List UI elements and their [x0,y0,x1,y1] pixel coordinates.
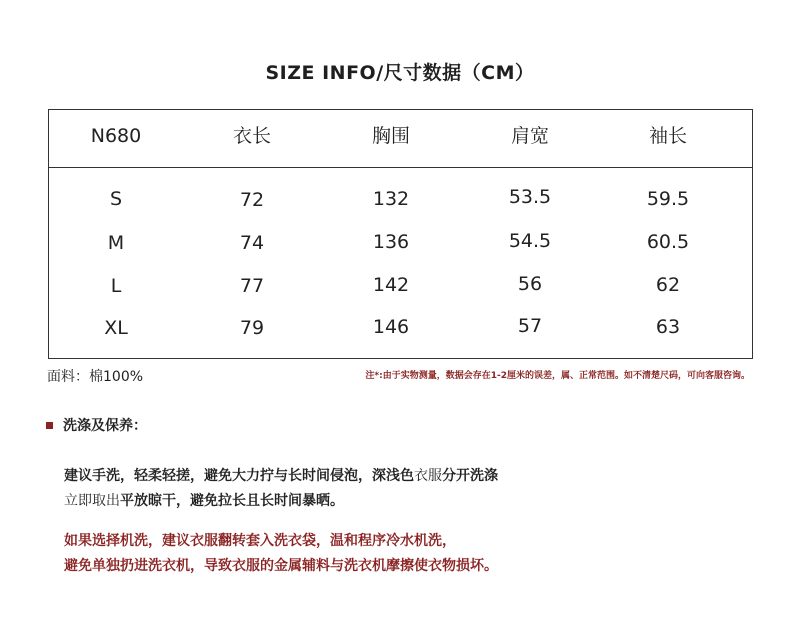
table-cell-sleeve: 62 [655,274,681,296]
table-header-shoulder: 肩宽 [510,125,549,147]
table-header-sleeve: 袖长 [648,125,687,147]
table-cell-length: 74 [239,232,265,254]
table-cell-sleeve: 60.5 [646,231,690,253]
table-cell-length: 77 [239,275,265,297]
table-cell-sleeve: 59.5 [646,188,690,210]
care-instruction-line [64,465,498,485]
table-header-chest: 胸围 [371,125,410,147]
table-header-length: 衣长 [232,125,271,147]
table-cell-size: L [110,275,122,297]
table-cell-size: XL [104,317,128,339]
square-bullet-icon [46,422,53,429]
table-cell-chest: 142 [372,274,410,296]
table-cell-length: 72 [239,189,265,211]
table-header-divider [49,167,752,168]
machine-wash-note: 避免单独扔进洗衣机，导致衣服的金属辅料与洗衣机摩擦使衣物损坏。 [64,558,498,574]
care-heading [46,415,147,435]
table-cell-sleeve: 63 [655,316,681,338]
care-text-bold: 建议手洗，轻柔轻搓，避免大力拧与长时间侵泡，深浅色 [64,468,414,484]
care-heading-label: 洗涤及保养： [63,418,147,434]
care-text-regular: 立即取出 [64,493,120,509]
care-text-bold: 分开洗涤 [442,468,498,484]
table-cell-size: M [107,232,125,254]
measurement-note: 注*:由于实物测量，数据会存在1-2厘米的误差，属、正常范围。如不清楚尺码，可向客服咨询。 [365,371,750,381]
table-cell-size: S [109,188,123,210]
table-cell-chest: 136 [372,231,410,253]
table-cell-shoulder: 56 [517,273,543,295]
table-cell-chest: 146 [372,316,410,338]
fabric-info: 面料：棉100% [47,369,144,385]
care-instruction-line [64,490,344,510]
table-cell-shoulder: 54.5 [508,230,552,252]
care-text-bold: 平放晾干，避免拉长且长时间暴晒。 [120,493,344,509]
table-cell-shoulder: 53.5 [508,186,552,208]
table-header-model: N680 [90,125,142,147]
page-title: SIZE INFO/尺寸数据（CM） [265,62,535,84]
care-text-regular: 衣服 [414,468,442,484]
table-cell-shoulder: 57 [517,315,543,337]
table-cell-length: 79 [239,317,265,339]
machine-wash-note: 如果选择机洗，建议衣服翻转套入洗衣袋，温和程序冷水机洗， [64,533,456,549]
table-cell-chest: 132 [372,188,410,210]
